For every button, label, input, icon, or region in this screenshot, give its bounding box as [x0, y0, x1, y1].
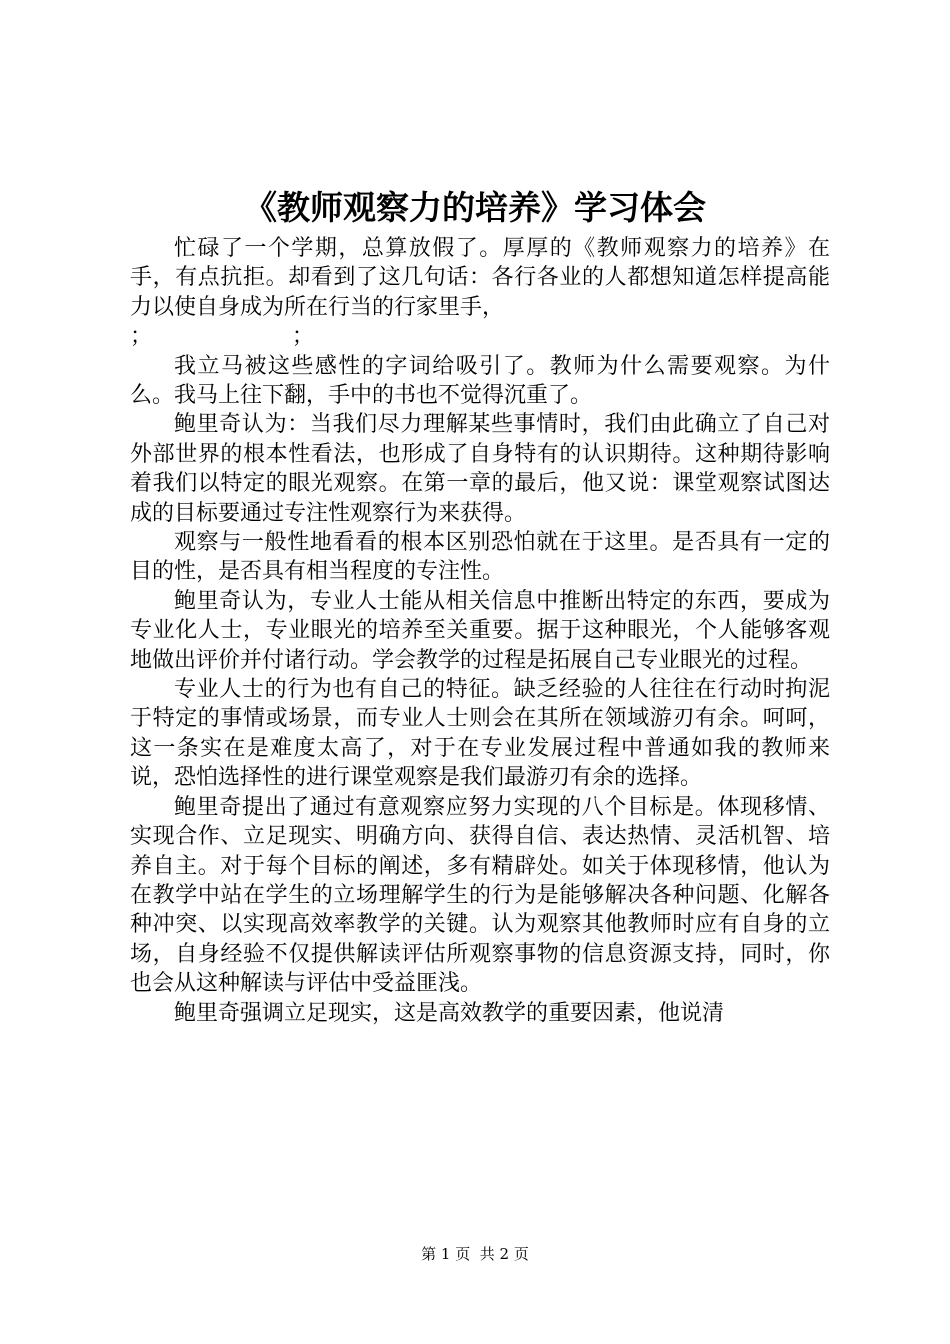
- paragraph: 鲍里奇提出了通过有意观察应努力实现的八个目标是。体现移情、实现合作、立足现实、明确方向、获得自信、表达热情、灵活机智、培养自主。对于每个目标的阐述，多有精辟处。如关于体现移情，他认为在教学中站在学生的立场理解学生的行为是能够解决各种问题、化解各种冲突、以实现高效率教学的关键。认为观察其他教师时应有自身的立场，自身经验不仅提供解读评估所观察事物的信息资源支持，同时，你也会从这种解读与评估中受益匪浅。: [130, 794, 830, 997]
- paragraph: 观察与一般性地看看的根本区别恐怕就在于这里。是否具有一定的目的性，是否具有相当程度的专注性。: [130, 530, 830, 585]
- paragraph: 专业人士的行为也有自己的特征。缺乏经验的人往往在行动时拘泥于特定的事情或场景，而专业人士则会在其所在领域游刃有余。呵呵，这一条实在是难度太高了，对于在专业发展过程中普通如我的教师来说，恐怕选择性的进行课堂观察是我们最游刃有余的选择。: [130, 677, 830, 791]
- page-number-footer: 第 1 页 共 2 页: [421, 1245, 529, 1263]
- document-title: 《教师观察力的培养》学习体会: [244, 188, 706, 227]
- paragraph: 鲍里奇强调立足现实，这是高效教学的重要因素，他说清: [174, 1000, 725, 1026]
- document-body: [130, 234, 830, 1028]
- paragraph: 我立马被这些感性的字词给吸引了。教师为什么需要观察。为什么。我马上往下翻，手中的书也不觉得沉重了。: [130, 353, 830, 409]
- paragraph: ； ；: [130, 324, 314, 350]
- paragraph: 忙碌了一个学期，总算放假了。厚厚的《教师观察力的培养》在手，有点抗拒。却看到了这几句话：各行各业的人都想知道怎样提高能力以使自身成为所在行当的行家里手，: [130, 236, 830, 320]
- paragraph: 鲍里奇认为，专业人士能从相关信息中推断出特定的东西，要成为专业化人士，专业眼光的培养至关重要。据于这种眼光，个人能够客观地做出评价并付诸行动。学会教学的过程是拓展自己专业眼光的过程。: [130, 588, 830, 673]
- paragraph: 鲍里奇认为：当我们尽力理解某些事情时，我们由此确立了自己对外部世界的根本性看法，也形成了自身特有的认识期待。这种期待影响着我们以特定的眼光观察。在第一章的最后，他又说：课堂观察试图达成的目标要通过专注性观察行为来获得。: [130, 412, 830, 526]
